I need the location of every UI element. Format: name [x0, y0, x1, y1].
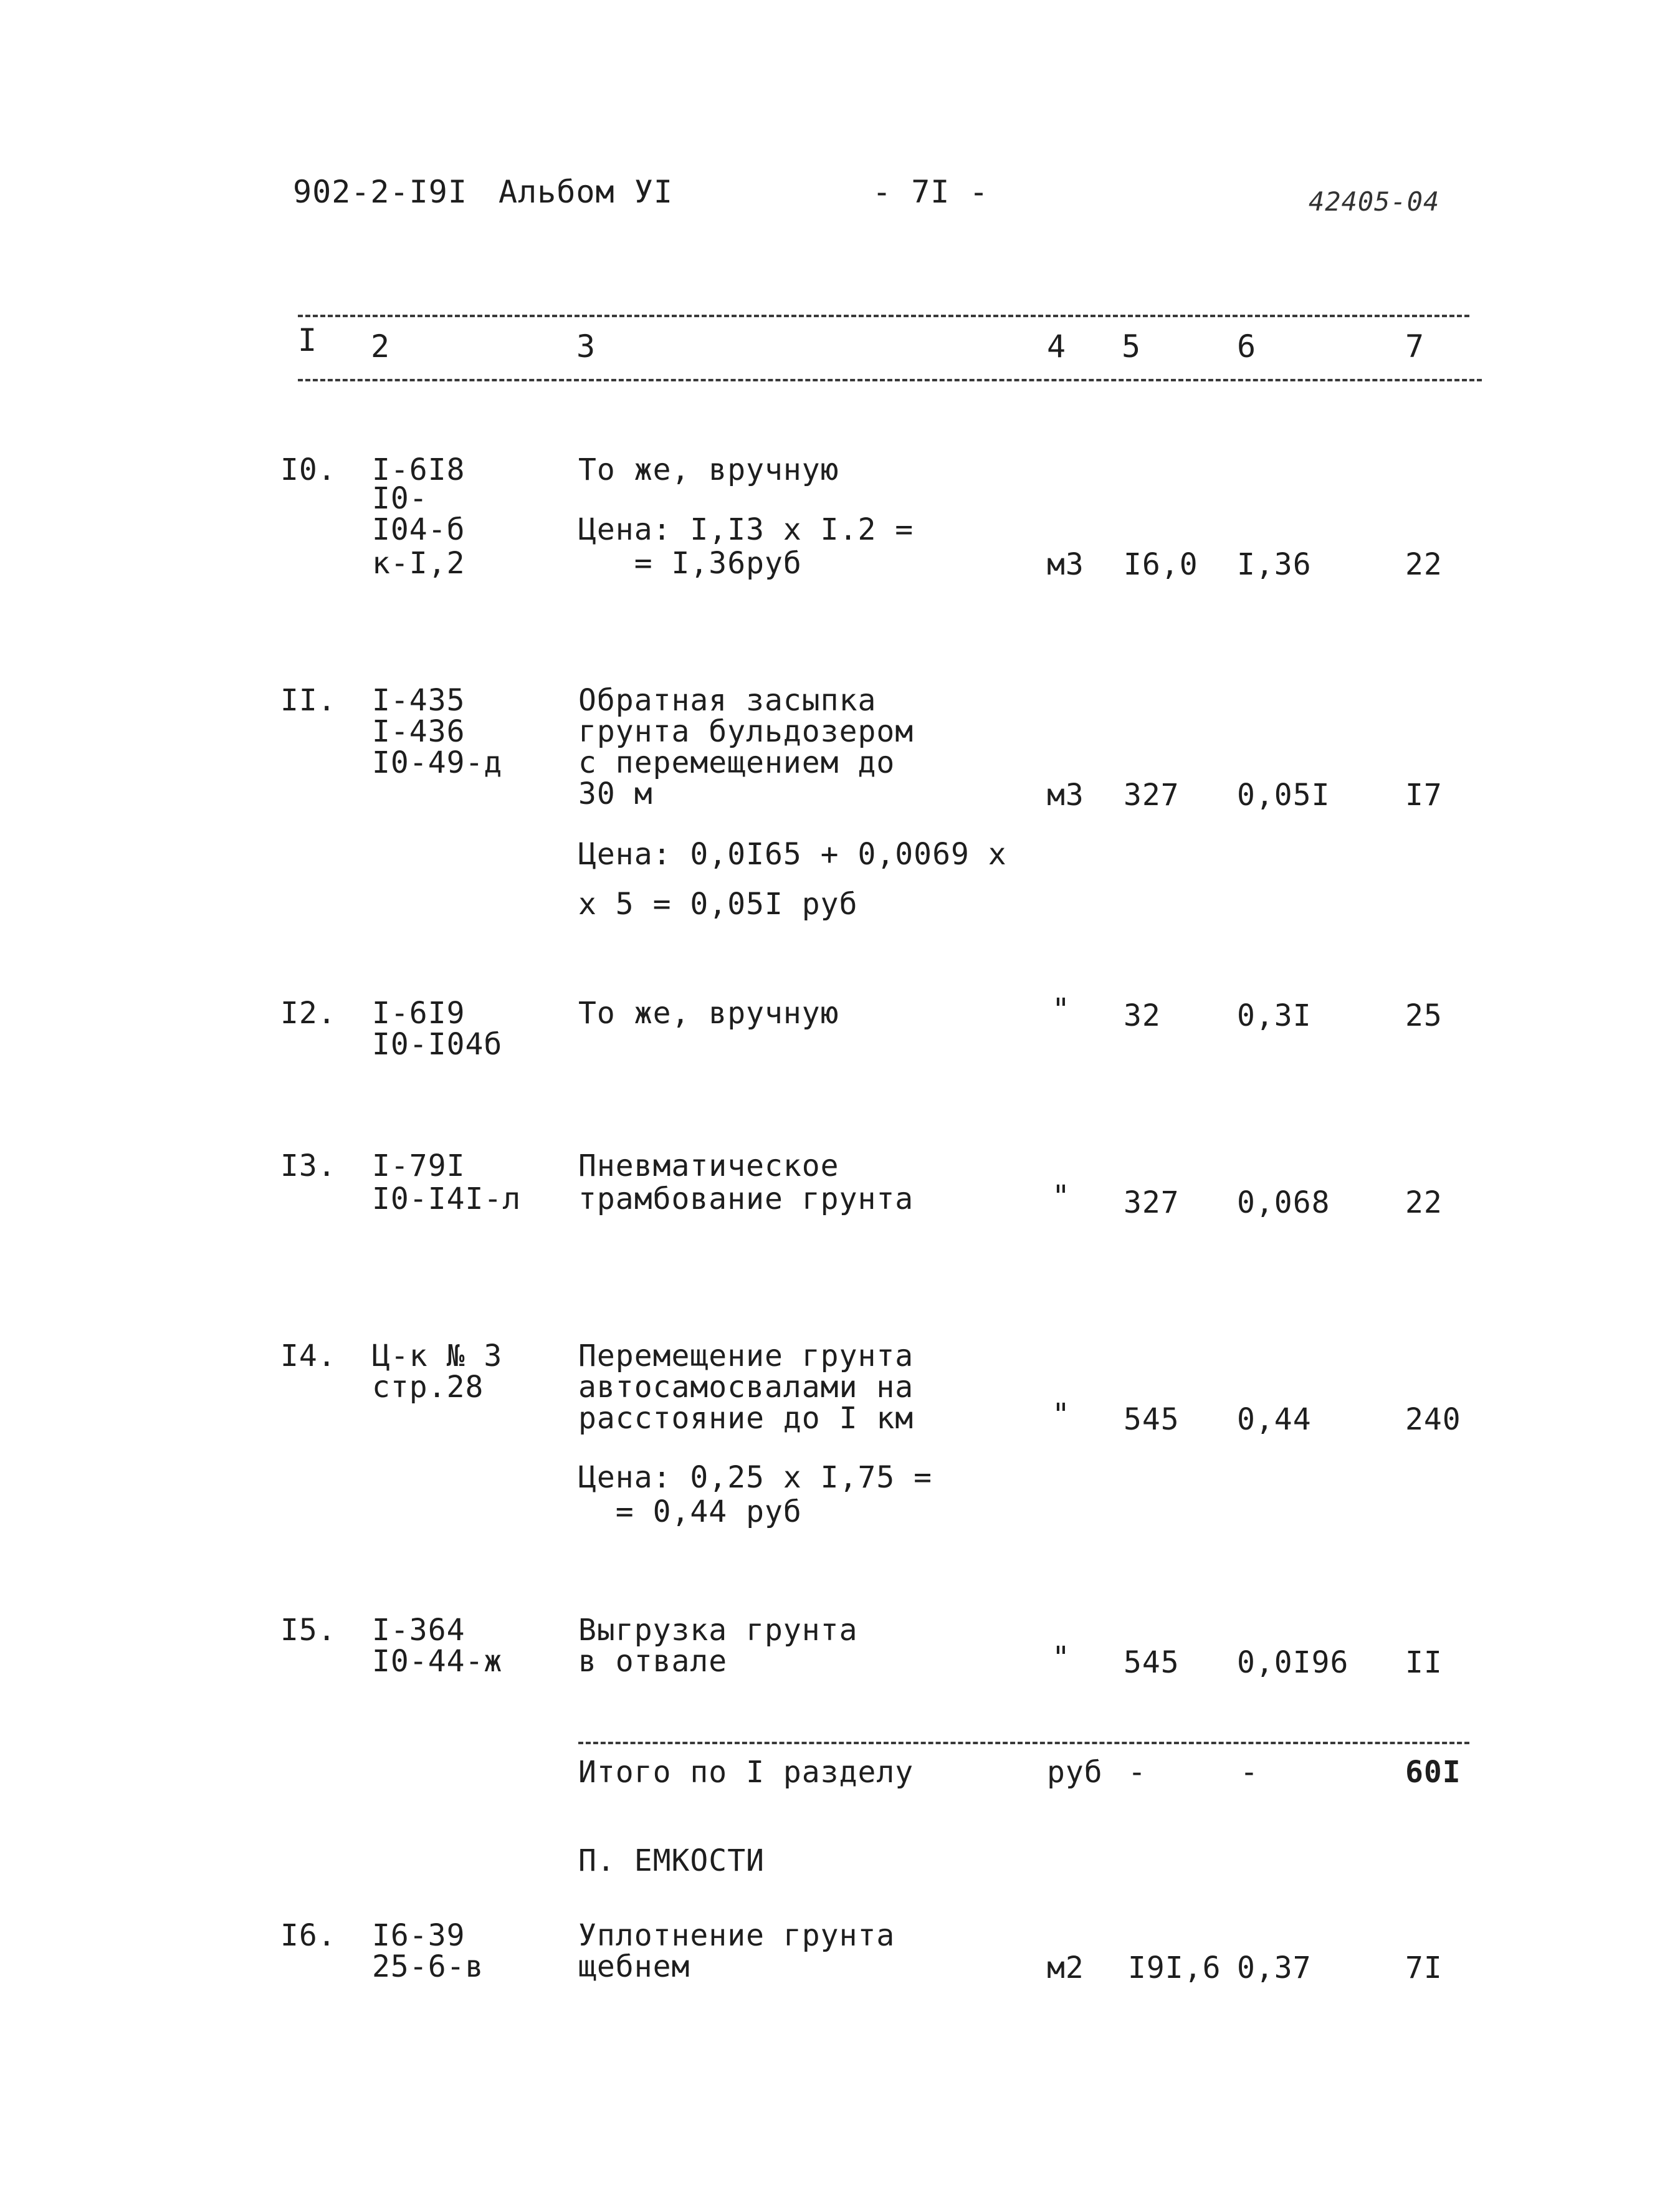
row-unit: м2 — [1047, 1950, 1084, 1985]
row-ref: I0- — [372, 481, 428, 516]
column-header-bottom-rule — [298, 379, 1482, 381]
row-description: Уплотнение грунта — [578, 1918, 895, 1953]
row-description: грунта бульдозером — [578, 714, 914, 749]
row-ref: I-6I9 — [372, 996, 465, 1031]
subtotal-total: 60I — [1405, 1755, 1461, 1790]
row-description: в отвале — [578, 1644, 728, 1679]
row-unit: " — [1052, 1397, 1071, 1432]
row-quantity: 32 — [1124, 998, 1161, 1033]
row-description: Перемещение грунта — [578, 1339, 914, 1373]
row-description: расстояние до I км — [578, 1401, 914, 1436]
column-index-2: 2 — [371, 328, 391, 365]
row-ref: I0-44-ж — [372, 1644, 503, 1679]
row-quantity: I9I,6 — [1128, 1950, 1221, 1985]
row-ref: I-436 — [372, 714, 465, 749]
subtotal-rule — [578, 1742, 1469, 1744]
column-index-5: 5 — [1122, 328, 1142, 365]
row-unit: м3 — [1047, 547, 1084, 582]
column-index-4: 4 — [1047, 328, 1067, 365]
row-price-calc: Цена: 0,25 х I,75 = — [578, 1460, 933, 1495]
row-description: То же, вручную — [578, 452, 839, 487]
row-number: I6. — [280, 1918, 336, 1953]
row-unit-price: 0,3I — [1237, 998, 1312, 1033]
row-ref: стр.28 — [372, 1370, 484, 1405]
row-description: автосамосвалами на — [578, 1370, 914, 1405]
row-unit-price: 0,37 — [1237, 1950, 1312, 1985]
row-ref: I0-I04б — [372, 1027, 503, 1062]
row-ref: Ц-к № 3 — [372, 1339, 503, 1373]
row-ref: I04-б — [372, 512, 465, 547]
row-price-calc: = I,36руб — [578, 546, 802, 581]
column-index-1: I — [298, 322, 318, 358]
subtotal-unit-price: - — [1240, 1755, 1259, 1790]
row-total: 25 — [1405, 998, 1443, 1033]
doc-ref: 902-2-I9I — [293, 174, 467, 210]
row-total: 240 — [1405, 1402, 1461, 1437]
row-description: щебнем — [578, 1949, 690, 1984]
row-price-calc: х 5 = 0,05I руб — [578, 887, 858, 922]
row-description: 30 м — [578, 776, 653, 811]
row-unit: " — [1052, 1640, 1071, 1675]
row-unit: м3 — [1047, 778, 1084, 813]
column-index-7: 7 — [1405, 328, 1425, 365]
row-ref: I-79I — [372, 1148, 465, 1183]
archive-code: 42405-04 — [1309, 186, 1440, 217]
row-total: II — [1405, 1645, 1443, 1680]
row-ref: I-364 — [372, 1613, 465, 1648]
section-heading: П. ЕМКОСТИ — [578, 1843, 765, 1878]
column-header-top-rule — [298, 315, 1469, 317]
row-quantity: I6,0 — [1124, 547, 1198, 582]
row-number: I3. — [280, 1148, 336, 1183]
row-unit-price: 0,0I96 — [1237, 1645, 1349, 1680]
album-label: Альбом УI — [499, 174, 673, 210]
row-ref: к-I,2 — [372, 546, 465, 581]
row-ref: I0-49-д — [372, 745, 503, 780]
row-unit-price: 0,068 — [1237, 1185, 1330, 1220]
row-total: 22 — [1405, 547, 1443, 582]
row-unit: " — [1052, 1179, 1071, 1214]
row-total: I7 — [1405, 778, 1443, 813]
row-unit-price: 0,44 — [1237, 1402, 1312, 1437]
row-ref: I6-39 — [372, 1918, 465, 1953]
column-index-3: 3 — [576, 328, 596, 365]
row-ref: I-435 — [372, 683, 465, 718]
row-quantity: 327 — [1124, 778, 1180, 813]
subtotal-unit: руб — [1047, 1755, 1103, 1790]
row-ref: I-6I8 — [372, 452, 465, 487]
row-unit-price: I,36 — [1237, 547, 1312, 582]
row-number: I2. — [280, 996, 336, 1031]
row-price-calc: = 0,44 руб — [578, 1494, 802, 1529]
row-total: 22 — [1405, 1185, 1443, 1220]
row-description: То же, вручную — [578, 996, 839, 1031]
row-number: I0. — [280, 452, 336, 487]
row-description: Выгрузка грунта — [578, 1613, 858, 1648]
row-price-calc: Цена: I,I3 х I.2 = — [578, 512, 914, 547]
row-quantity: 545 — [1124, 1645, 1180, 1680]
row-total: 7I — [1405, 1950, 1443, 1985]
row-price-calc: Цена: 0,0I65 + 0,0069 х — [578, 837, 1007, 872]
row-number: I4. — [280, 1339, 336, 1373]
row-quantity: 545 — [1124, 1402, 1180, 1437]
row-description: Пневматическое — [578, 1148, 839, 1183]
row-quantity: 327 — [1124, 1185, 1180, 1220]
subtotal-label: Итого по I разделу — [578, 1755, 914, 1790]
row-number: II. — [280, 683, 336, 718]
row-description: Обратная засыпка — [578, 683, 877, 718]
page-number: - 7I - — [872, 174, 989, 210]
row-unit-price: 0,05I — [1237, 778, 1330, 813]
row-description: с перемещением до — [578, 745, 895, 780]
row-ref: 25-6-в — [372, 1949, 484, 1984]
row-number: I5. — [280, 1613, 336, 1648]
column-index-6: 6 — [1237, 328, 1257, 365]
row-ref: I0-I4I-л — [372, 1182, 522, 1216]
subtotal-quantity: - — [1128, 1755, 1147, 1790]
row-description: трамбование грунта — [578, 1182, 914, 1216]
row-unit: " — [1052, 992, 1071, 1027]
